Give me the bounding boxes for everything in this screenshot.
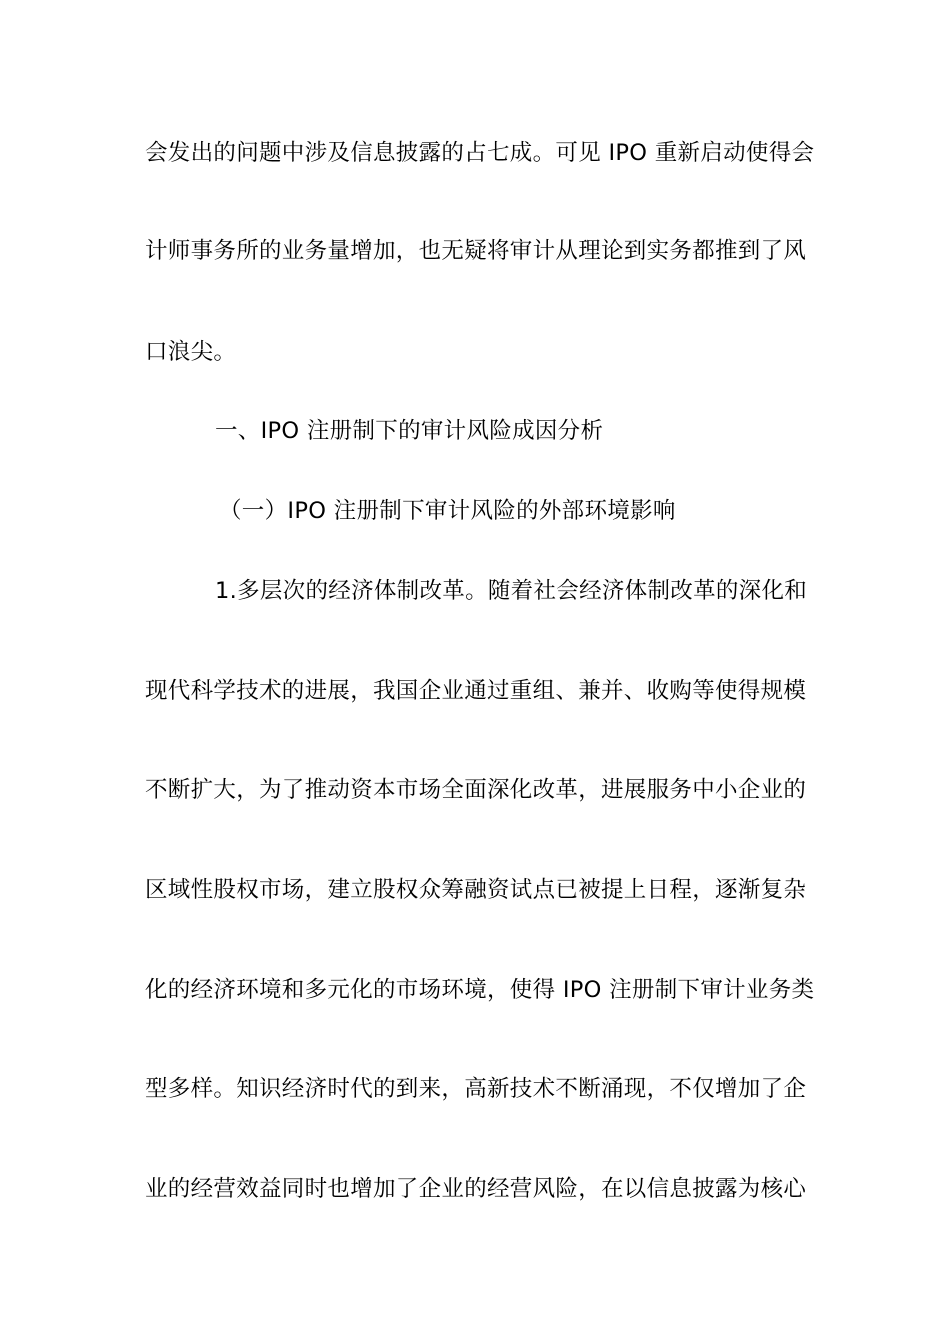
paragraph-line: 不断扩大，为了推动资本市场全面深化改革，进展服务中小企业的 xyxy=(145,777,807,803)
paragraph-line: 计师事务所的业务量增加，也无疑将审计从理论到实务都推到了风 xyxy=(145,238,807,264)
paragraph-line: 1.多层次的经济体制改革。随着社会经济体制改革的深化和 xyxy=(215,578,808,604)
paragraph-line: 型多样。知识经济时代的到来，高新技术不断涌现，不仅增加了企 xyxy=(145,1076,807,1102)
paragraph-line: 现代科学技术的进展，我国企业通过重组、兼并、收购等使得规模 xyxy=(145,678,807,704)
paragraph-line: 口浪尖。 xyxy=(145,339,237,365)
paragraph-line: 区域性股权市场，建立股权众筹融资试点已被提上日程，逐渐复杂 xyxy=(145,877,807,903)
paragraph-line: 会发出的问题中涉及信息披露的占七成。可见 IPO 重新启动使得会 xyxy=(145,140,815,166)
paragraph-line: 化的经济环境和多元化的市场环境，使得 IPO 注册制下审计业务类 xyxy=(145,977,815,1003)
paragraph-line: 业的经营效益同时也增加了企业的经营风险，在以信息披露为核心 xyxy=(145,1176,807,1202)
section-heading: 一、IPO 注册制下的审计风险成因分析 xyxy=(215,418,604,444)
subsection-heading: （一）IPO 注册制下审计风险的外部环境影响 xyxy=(219,498,676,524)
